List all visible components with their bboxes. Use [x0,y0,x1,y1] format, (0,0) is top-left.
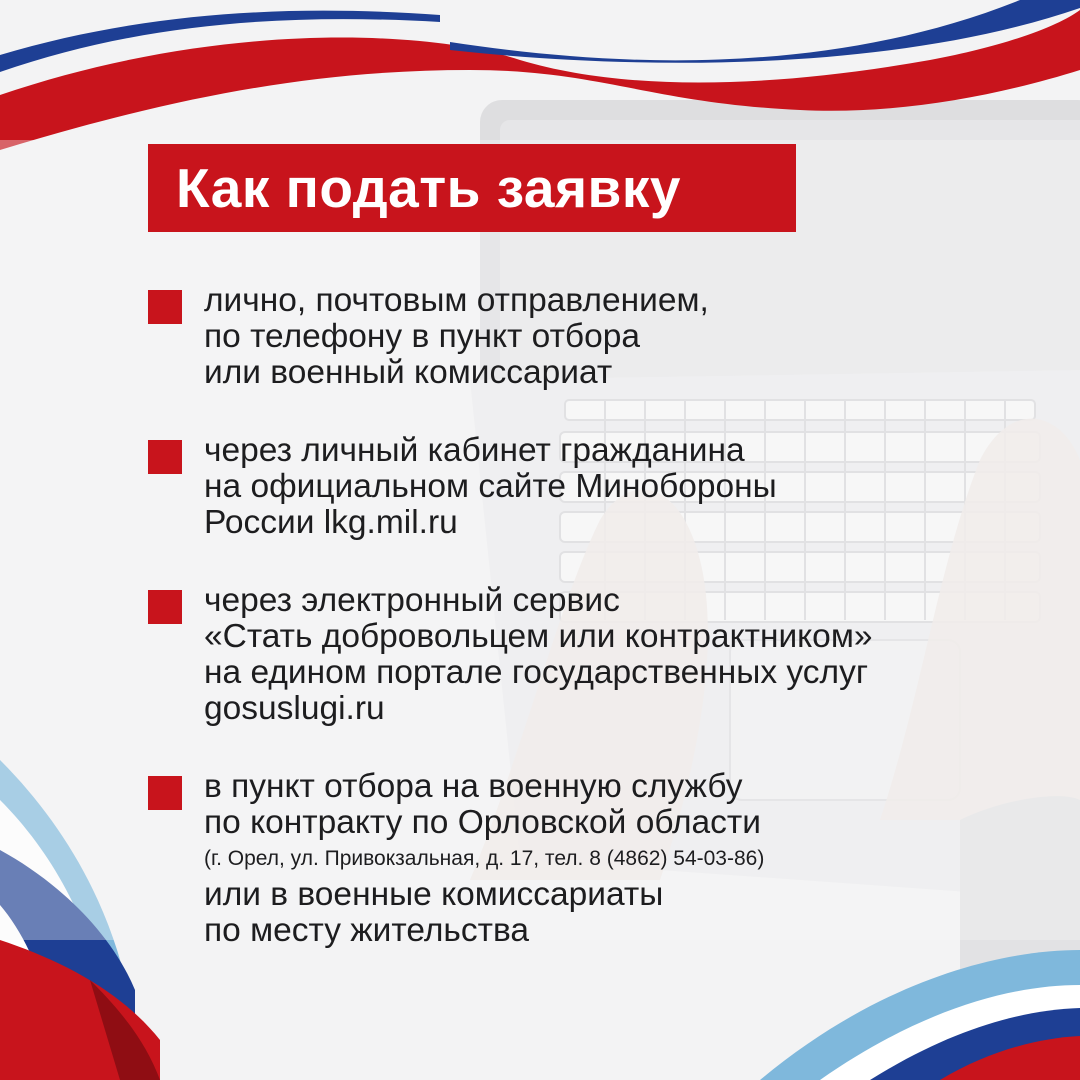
item-4-line-5: по месту жительства [204,912,530,949]
item-1-line-3: или военный комиссариат [204,354,613,391]
item-4-address-line: (г. Орел, ул. Привокзальная, д. 17, тел. 8 (4862) 54-03-86) [204,847,765,870]
application-methods-list [148,283,1048,949]
item-4-line-4: или в военные комиссариаты [204,876,664,913]
list-item-1 [148,283,1048,391]
item-2-line-3: России lkg.mil.ru [204,504,458,541]
item-2-line-1: через личный кабинет гражданина [204,432,745,469]
item-4-line-1: в пункт отбора на военную службу [204,768,743,805]
red-square-bullet-icon [148,440,182,474]
red-square-bullet-icon [148,590,182,624]
red-square-bullet-icon [148,290,182,324]
item-1-line-2: по телефону в пункт отбора [204,318,640,355]
red-square-bullet-icon [148,776,182,810]
item-1-line-1: лично, почтовым отправлением, [204,282,709,319]
item-3-line-4: gosuslugi.ru [204,690,385,727]
item-2-line-2: на официальном сайте Минобороны [204,468,777,505]
item-3-line-1: через электронный сервис [204,582,620,619]
item-3-line-2: «Стать добровольцем или контрактником» [204,618,873,655]
title-banner [148,144,796,232]
page-title: Как подать заявку [176,157,681,219]
list-item-4 [148,769,1048,949]
list-item-3 [148,583,1048,727]
list-item-2 [148,433,1048,541]
item-4-line-2: по контракту по Орловской области [204,804,761,841]
item-3-line-3: на едином портале государственных услуг [204,654,869,691]
